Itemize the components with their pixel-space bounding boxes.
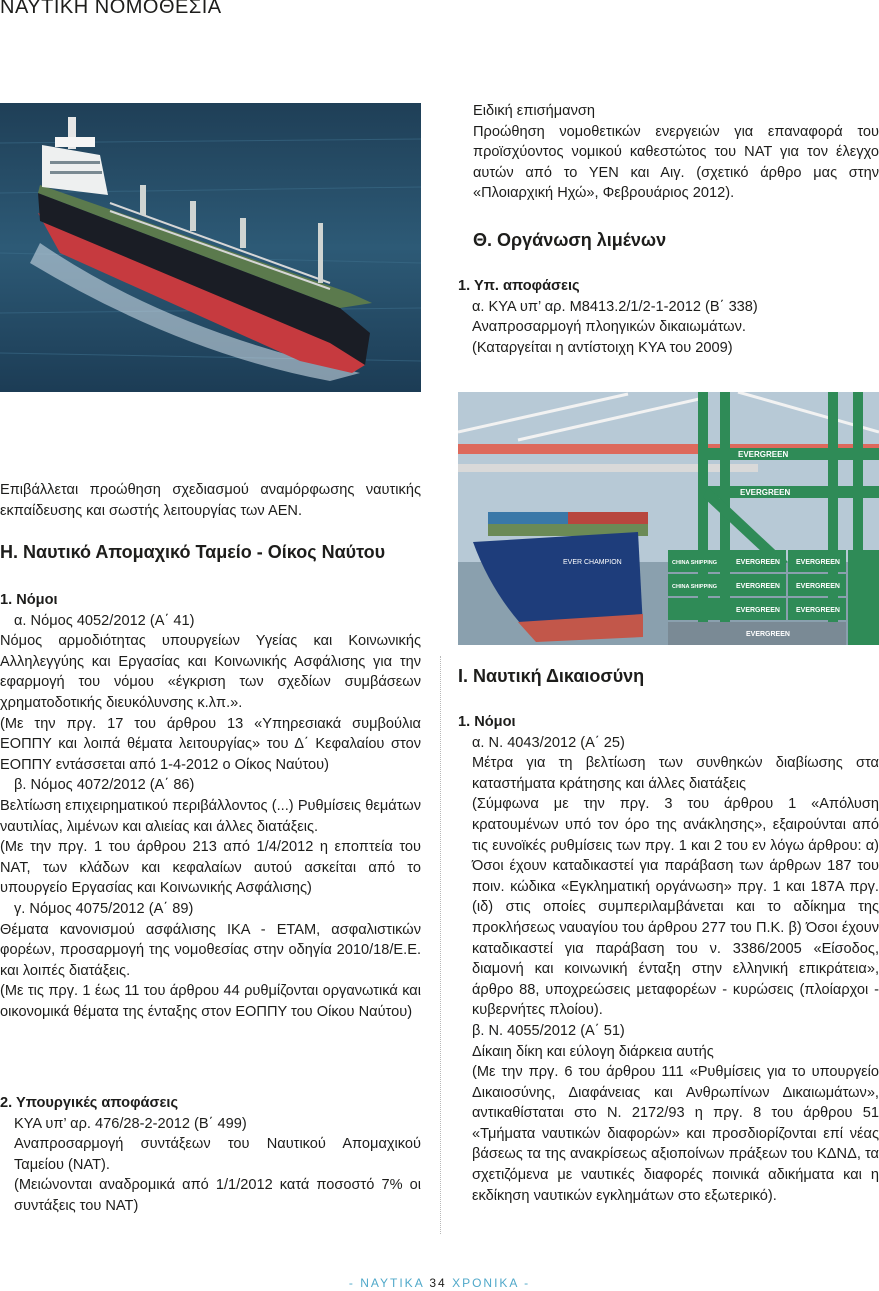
tanker-ship-photo — [0, 103, 421, 392]
section-theta-heading: Θ. Οργάνωση λιμένων — [473, 230, 667, 250]
eta-law-a-body: Νόμος αρμοδιότητας υπουργείων Υγείας και Κοινωνικής Αλληλεγγύης και Εργασίας και Κοινωνικής Ασφάλισης για την εφαρμογή του νόμου «έγκριση των σχεδίων συμβάσεων χρηματοδοτικής διευκόλυνσης κ.λπ.». — [0, 633, 421, 711]
page-number: 34 — [429, 1276, 447, 1290]
container-sign: EVERGREEN — [796, 559, 840, 566]
container-sign: EVERGREEN — [796, 607, 840, 614]
eta-law-c-title: γ. Νόμος 4075/2012 (Α΄ 89) — [14, 900, 194, 917]
eta-law-a-note: (Με την πργ. 17 του άρθρου 13 «Υπηρεσιακά συμβούλια ΕΟΠΠΥ και λοιπά θέματα λειτουργίας» του Δ΄ Κεφαλαίου στον ΕΟΠΠΥ εντάσσεται από 1-4-2012 ο Οίκος Ναύτου) — [0, 715, 421, 773]
theta-item-a-note: (Καταργείται η αντίστοιχη ΚΥΑ του 2009) — [472, 339, 733, 356]
eta-decisions-subheading: 2. Υπουργικές αποφάσεις — [0, 1095, 179, 1111]
left-intro — [0, 480, 421, 521]
container-sign: EVERGREEN — [736, 559, 780, 566]
eta-law-b-note: (Με την πργ. 1 του άρθρου 213 από 1/4/2012 η εποπτεία του ΝΑΤ, των κλάδων και κεφαλαίων αυτού ασκείται από το υπουργείο Εργασίας και Κοινωνικής Ασφάλισης) — [0, 839, 421, 897]
theta-subheading: 1. Υπ. αποφάσεις — [458, 278, 580, 294]
theta-item-a-body: Αναπροσαρμογή πλοηγικών δικαιωμάτων. — [472, 319, 746, 336]
iota-law-a-body: Μέτρα για τη βελτίωση των συνθηκών διαβίωσης στα καταστήματα κράτησης και άλλες διατάξεις — [472, 755, 879, 792]
eta-law-a-title: α. Νόμος 4052/2012 (Α΄ 41) — [14, 612, 195, 629]
svg-text:EVERGREEN: EVERGREEN — [738, 450, 789, 459]
eta-law-c-body: Θέματα κανονισμού ασφάλισης ΙΚΑ - ΕΤΑΜ, ασφαλιστικών φορέων, προσαρμογή της νομοθεσίας στην οδηγία 2010/18/Ε.Ε. και λοιπές διατάξεις. — [0, 921, 421, 979]
container-sign: EVERGREEN — [736, 607, 780, 614]
container-sign: CHINA SHIPPING — [672, 584, 718, 590]
eta-decision-title: ΚΥΑ υπ’ αρ. 476/28-2-2012 (Β΄ 499) — [14, 1115, 247, 1132]
theta-item-a-title: α. ΚΥΑ υπ’ αρ. Μ8413.2/1/2-1-2012 (Β΄ 338) — [472, 298, 758, 315]
ship-name-label: EVER CHAMPION — [563, 559, 622, 566]
container-sign: EVERGREEN — [736, 583, 780, 590]
svg-text:EVERGREEN: EVERGREEN — [740, 488, 791, 497]
left-intro-text: Επιβάλλεται προώθηση σχεδιασμού αναμόρφωσης ναυτικής εκπαίδευσης και σωστής λειτουργίας των ΑΕΝ. — [0, 482, 421, 519]
page-header-title: ΝΑΥΤΙΚΗ ΝΟΜΟΘΕΣΙΑ — [0, 0, 222, 18]
container-sign: CHINA SHIPPING — [672, 560, 718, 566]
footer-right: ΧΡΟΝΙΚΑ - — [446, 1276, 531, 1290]
eta-law-b-title: β. Νόμος 4072/2012 (Α΄ 86) — [14, 777, 195, 794]
eta-law-c-note: (Με τις πργ. 1 έως 11 του άρθρου 44 ρυθμίζονται οργανωτικά και οικονομικά θέματα της ένταξης στον ΕΟΠΠΥ του Οίκου Ναύτου) — [0, 983, 421, 1020]
column-divider — [440, 656, 442, 1234]
iota-law-a-title: α. Ν. 4043/2012 (Α΄ 25) — [472, 734, 625, 751]
notice-body: Προώθηση νομοθετικών ενεργειών για επαναφορά του προϊσχύοντος νομικού καθεστώτος του ΝΑΤ για τον έλεγχο αυτών από το ΥΕΝ και Αιγ. (σχετικό άρθρο μας στην «Πλοιαρχική Ηχώ», Φεβρουάριος 2012). — [473, 123, 879, 202]
iota-laws-subheading: 1. Νόμοι — [458, 714, 516, 730]
section-eta-heading: Η. Ναυτικό Απομαχικό Ταμείο - Οίκος Ναύτου — [0, 542, 386, 562]
eta-decision-body: Αναπροσαρμογή συντάξεων του Ναυτικού Απομαχικού Ταμείου (ΝΑΤ). — [14, 1136, 421, 1173]
container-sign: EVERGREEN — [746, 631, 790, 638]
container-port-photo — [458, 392, 879, 645]
footer-left: - ΝΑΥΤΙΚΑ — [348, 1276, 430, 1290]
eta-laws-subheading: 1. Νόμοι — [0, 592, 58, 608]
iota-law-a-note: (Σύμφωνα με την πργ. 3 του άρθρου 1 «Απόλυση κρατουμένων υπό τον όρο της ανάκλησης», εξαιρούνται από τις ευνοϊκές ρυθμίσεις των πργ. 1 και 2 του εν λόγω άρθρου: α) Όσοι έχουν καταδικαστεί για παράβαση των άρθρων 187 του ποιν. κώδικα «Εγκληματική οργάνωση» πργ. 1 και 187Α πργ. (ιδ) στις οποίες συμπεριλαμβάνεται και το αδίκημα της προκλήσεως ναυαγίου του άρθρου 277 του Π.Κ. β) Όσοι έχουν καταδικαστεί για παράβαση του ν. 3386/2005 «Είσοδος, διαμονή και κοινωνική ένταξη στην ελληνική επικράτεια», άρθρο 88, υποχρεώσεις μεταφορέων - κυρώσεις (πλοίαρχοι - κυβερνήτες πλοίου). — [472, 796, 879, 1019]
iota-law-b-note: (Με την πργ. 6 του άρθρου 111 «Ρυθμίσεις για το υπουργείο Δικαιοσύνης, Διαφάνειας και Ανθρωπίνων Δικαιωμάτων», αντικαθίσταται στο Ν. 2172/93 η πργ. 8 του άρθρου 51 «Τμήματα ναυτικών διαφορών» και προσδιορίζονται επί νέας βάσεως τα της ανακρίσεως αξιοποίνων πράξεων του ΚΔΝΔ, τα σχετιζόμενα με ναυτικές διαφορές ποινικά αδικήματα και η εκδίκηση ναυτικών εγκλημάτων στο εξωτερικό). — [472, 1064, 879, 1204]
eta-decision-note: (Μειώνονται αναδρομικά από 1/1/2012 κατά ποσοστό 7% οι συντάξεις του ΝΑΤ) — [14, 1177, 421, 1214]
iota-law-b-title: β. Ν. 4055/2012 (Α΄ 51) — [472, 1022, 625, 1039]
container-sign: EVERGREEN — [796, 583, 840, 590]
eta-law-b-body: Βελτίωση επιχειρηματικού περιβάλλοντος (...) Ρυθμίσεις θεμάτων ναυτιλίας, λιμένων και αλιείας και άλλες διατάξεις. — [0, 797, 421, 835]
section-iota-heading: Ι. Ναυτική Δικαιοσύνη — [458, 666, 645, 686]
page-footer — [0, 1276, 879, 1290]
iota-law-b-body: Δίκαιη δίκη και εύλογη διάρκεια αυτής — [472, 1043, 714, 1060]
notice-title: Ειδική επισήμανση — [473, 103, 596, 119]
